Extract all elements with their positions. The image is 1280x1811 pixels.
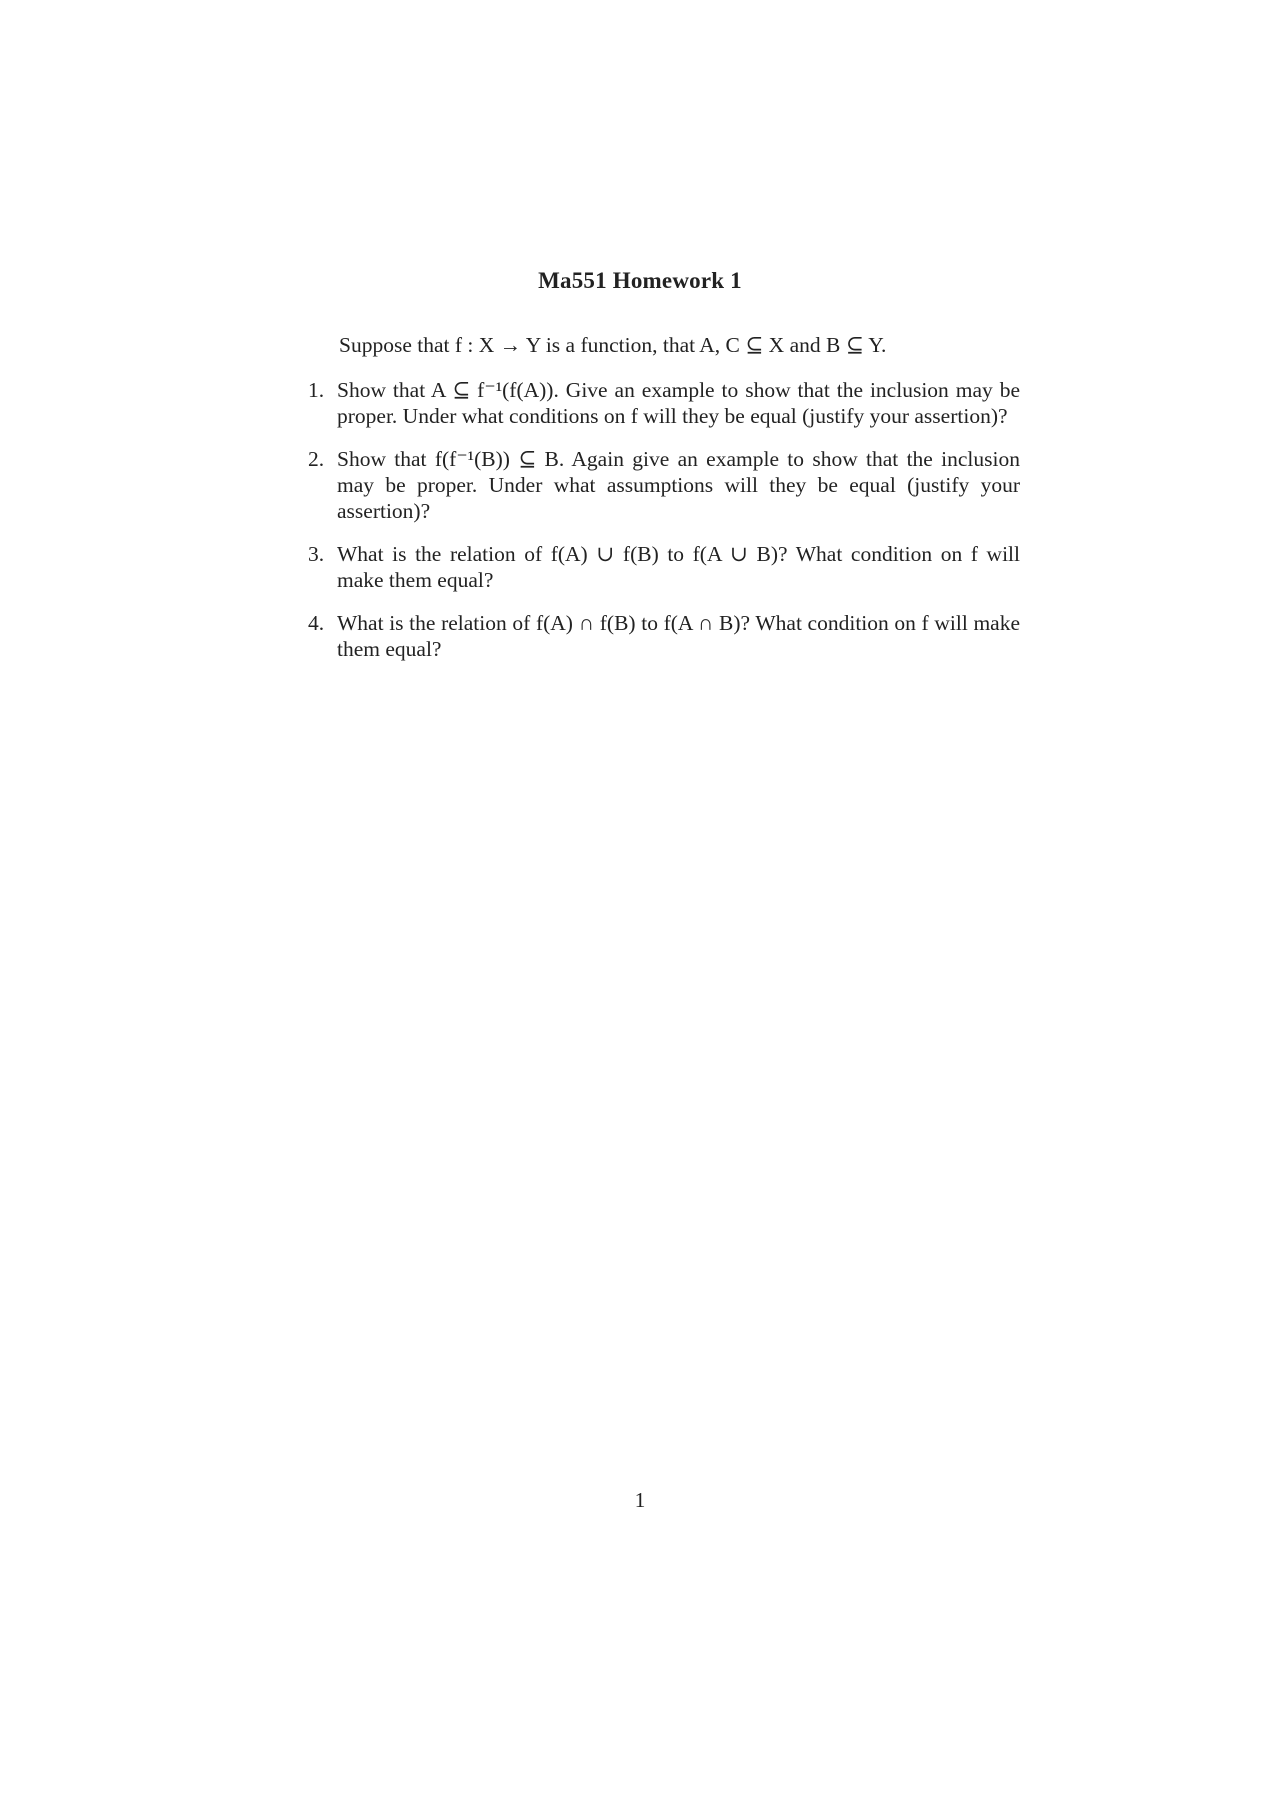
problem-item — [308, 610, 1020, 662]
problem-text: Show that A ⊆ f⁻¹(f(A)). Give an example to show that the inclusion may be proper. Under what conditions on f will they be equal (justify your assertion)? — [337, 378, 1020, 428]
problem-list — [308, 377, 1020, 679]
problem-number: 2. — [308, 447, 325, 471]
problem-text: What is the relation of f(A) ∩ f(B) to f(A ∩ B)? What condition on f will make them equal? — [337, 611, 1020, 661]
document-title: Ma551 Homework 1 — [538, 268, 742, 293]
problem-number: 1. — [308, 378, 325, 402]
page-number: 1 — [634, 1488, 646, 1512]
problem-item — [308, 377, 1020, 429]
problem-item — [308, 541, 1020, 593]
problem-number: 4. — [308, 611, 325, 635]
problem-number: 3. — [308, 542, 325, 566]
problem-text: Show that f(f⁻¹(B)) ⊆ B. Again give an example to show that the inclusion may be proper. Under what assumptions will they be equal (justify your assertion)? — [337, 447, 1020, 523]
problem-text: What is the relation of f(A) ∪ f(B) to f(A ∪ B)? What condition on f will make them equal? — [337, 542, 1020, 592]
problem-item — [308, 446, 1020, 524]
intro-paragraph: Suppose that f : X → Y is a function, that A, C ⊆ X and B ⊆ Y. — [339, 333, 887, 357]
